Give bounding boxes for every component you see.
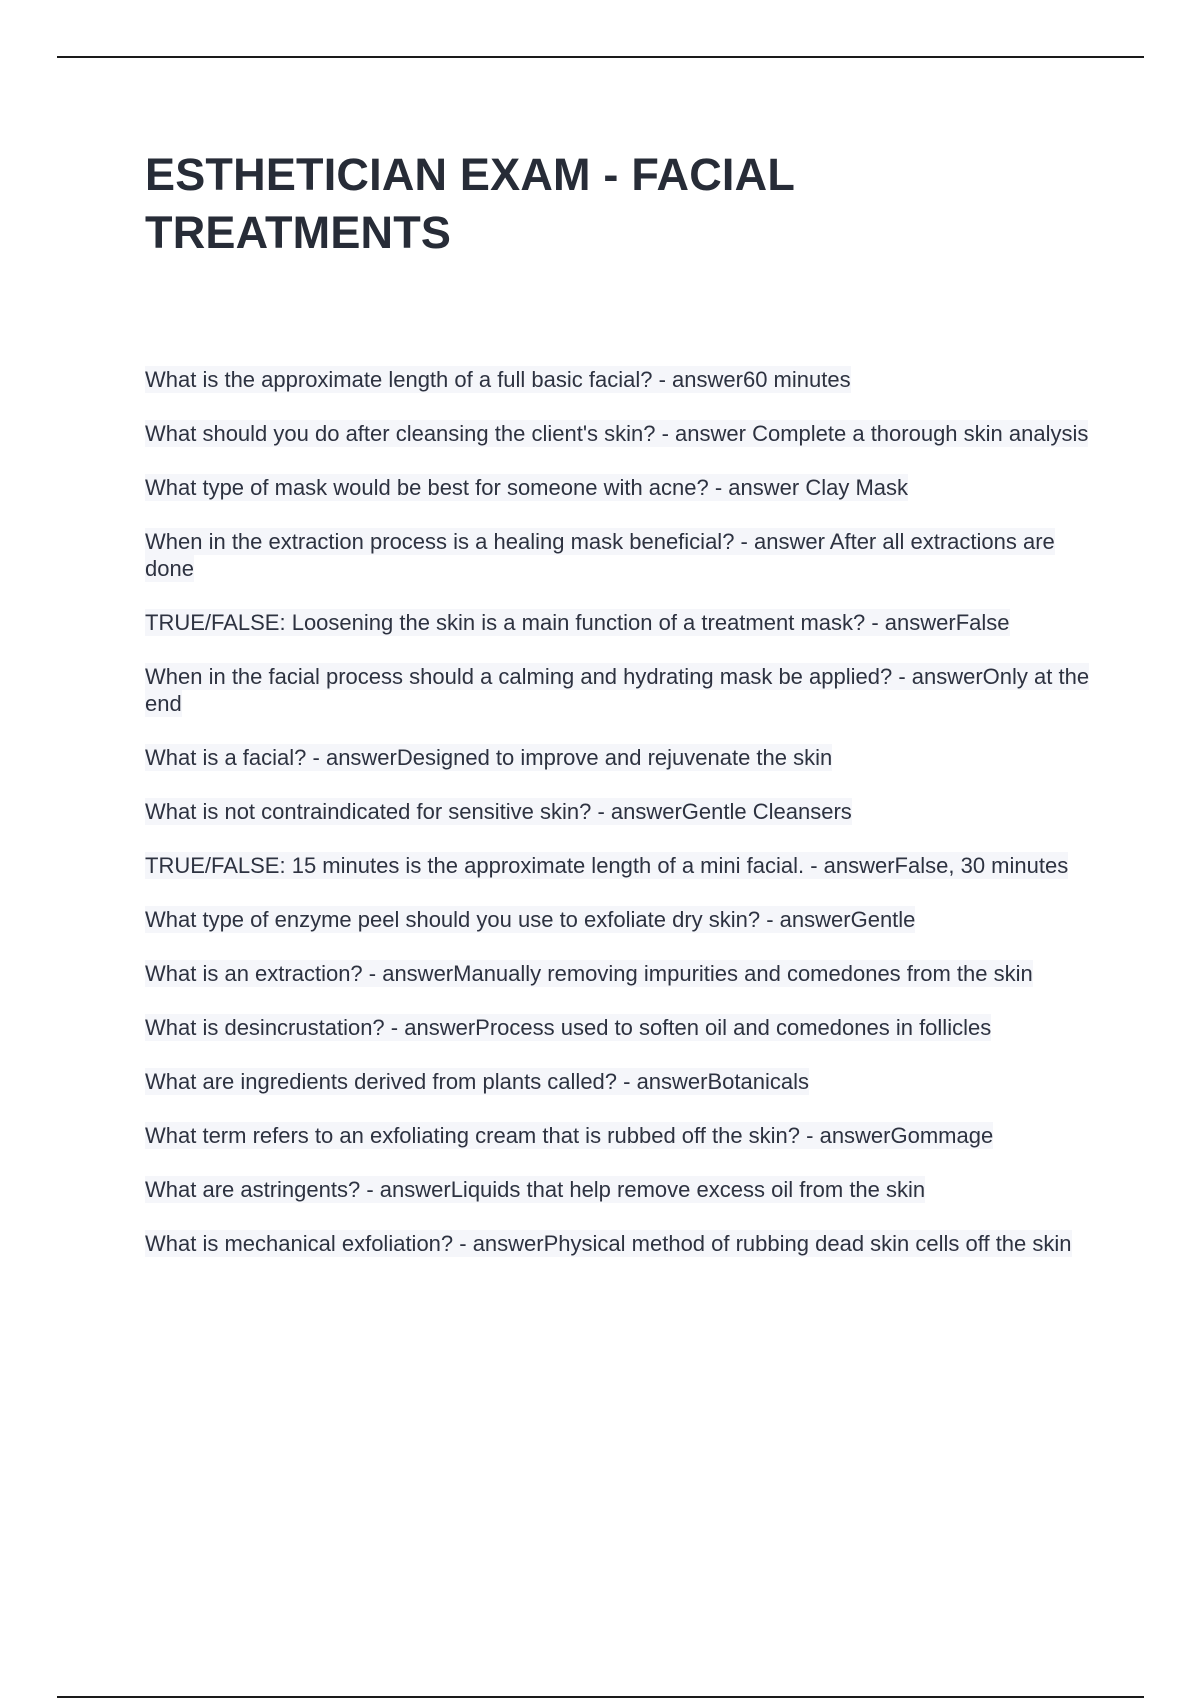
qa-item-text: What is not contraindicated for sensitive skin? - answerGentle Cleansers bbox=[145, 799, 852, 824]
page-title: ESTHETICIAN EXAM - FACIAL TREATMENTS bbox=[145, 149, 795, 258]
qa-item bbox=[145, 1230, 1095, 1257]
qa-item-text: What is desincrustation? - answerProcess used to soften oil and comedones in follicles bbox=[145, 1015, 992, 1040]
qa-item-text: What is mechanical exfoliation? - answerPhysical method of rubbing dead skin cells off the skin bbox=[145, 1231, 1072, 1256]
qa-item-text: What type of mask would be best for someone with acne? - answer Clay Mask bbox=[145, 475, 909, 500]
qa-item bbox=[145, 744, 1095, 771]
qa-item bbox=[145, 960, 1095, 987]
qa-item bbox=[145, 1068, 1095, 1095]
qa-item-text: What type of enzyme peel should you use to exfoliate dry skin? - answerGentle bbox=[145, 907, 916, 932]
qa-item bbox=[145, 852, 1095, 879]
qa-item-text: What is the approximate length of a full basic facial? - answer60 minutes bbox=[145, 367, 851, 392]
qa-item-text: What should you do after cleansing the client's skin? - answer Complete a thorough skin analysis bbox=[145, 421, 1089, 446]
qa-item-text: What is an extraction? - answerManually removing impurities and comedones from the skin bbox=[145, 961, 1033, 986]
qa-item bbox=[145, 609, 1095, 636]
qa-item-text: What are ingredients derived from plants called? - answerBotanicals bbox=[145, 1069, 809, 1094]
qa-item bbox=[145, 798, 1095, 825]
qa-item bbox=[145, 1176, 1095, 1203]
qa-item-text: What term refers to an exfoliating cream that is rubbed off the skin? - answerGommage bbox=[145, 1123, 994, 1148]
qa-list bbox=[145, 366, 1095, 1284]
top-divider bbox=[57, 56, 1144, 58]
qa-item-text: TRUE/FALSE: 15 minutes is the approximate length of a mini facial. - answerFalse, 30 minutes bbox=[145, 853, 1069, 878]
qa-item bbox=[145, 474, 1095, 501]
qa-item bbox=[145, 906, 1095, 933]
qa-item-text: What are astringents? - answerLiquids that help remove excess oil from the skin bbox=[145, 1177, 926, 1202]
qa-item-text: TRUE/FALSE: Loosening the skin is a main function of a treatment mask? - answerFalse bbox=[145, 610, 1010, 635]
qa-item bbox=[145, 1014, 1095, 1041]
qa-item bbox=[145, 663, 1095, 717]
qa-item-text: What is a facial? - answerDesigned to improve and rejuvenate the skin bbox=[145, 745, 833, 770]
qa-item-text: When in the extraction process is a healing mask beneficial? - answer After all extractions are done bbox=[145, 529, 1055, 581]
qa-item-text: When in the facial process should a calming and hydrating mask be applied? - answerOnly at the end bbox=[145, 664, 1090, 716]
qa-item bbox=[145, 420, 1095, 447]
bottom-divider bbox=[57, 1696, 1144, 1698]
qa-item bbox=[145, 366, 1095, 393]
qa-item bbox=[145, 528, 1095, 582]
qa-item bbox=[145, 1122, 1095, 1149]
